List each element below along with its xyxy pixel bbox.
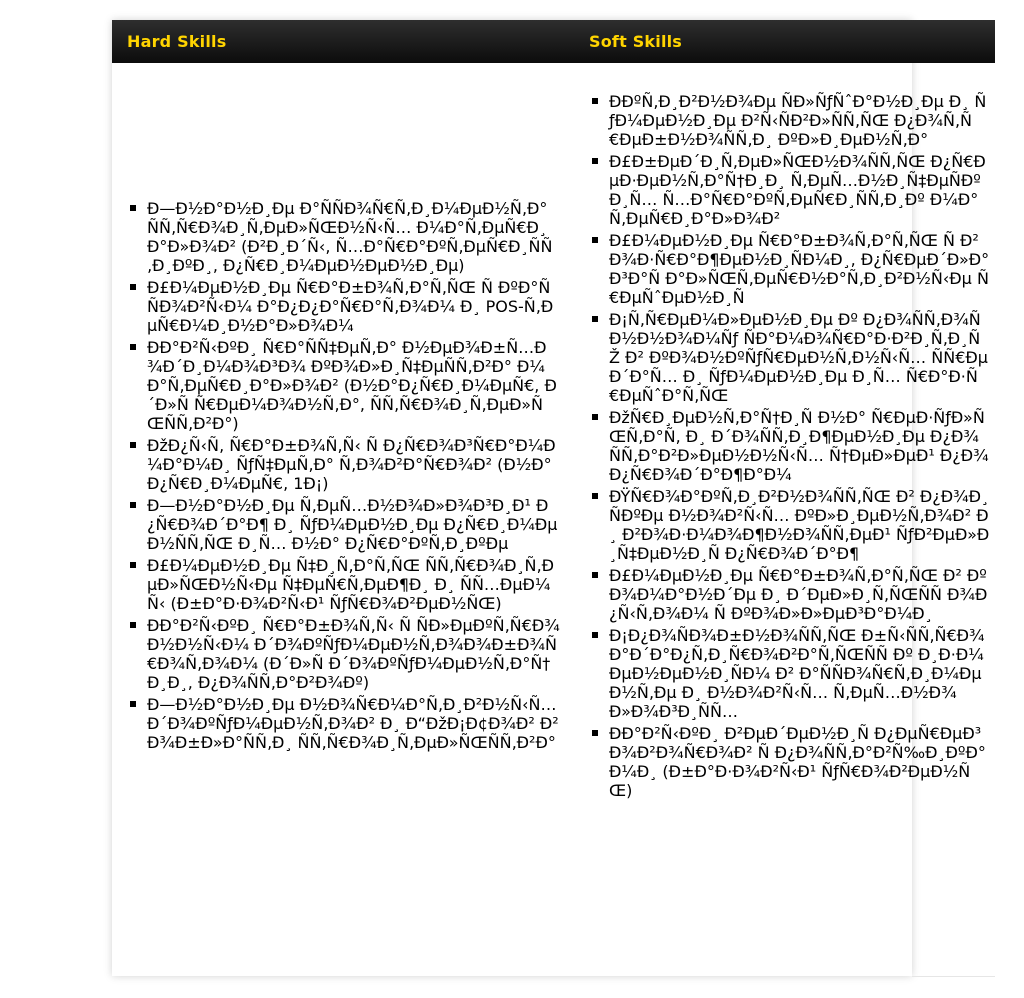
hard-skill-item: ÐÐ°Ð²Ñ‹ÐºÐ¸ Ñ€Ð°ÑÑ‡ÐµÑ‚Ð° Ð½ÐµÐ¾Ð±Ñ…Ð¾Ð´Ð¸Ð¼Ð¾Ð³Ð¾ ÐºÐ¾Ð»Ð¸Ñ‡ÐµÑÑ‚Ð²Ð° Ð¼Ð°Ñ‚ÐµÑ€Ð¸Ð°Ð»Ð¾Ð² (Ð½Ð°Ð¿Ñ€Ð¸Ð¼ÐµÑ€, Ð´Ð»Ñ Ñ€ÐµÐ¼Ð¾Ð½Ñ‚Ð°, ÑÑ‚Ñ€Ð¾Ð¸Ñ‚ÐµÐ»ÑŒÑÑ‚Ð²Ð°) bbox=[130, 338, 560, 433]
soft-skills-list bbox=[592, 92, 990, 803]
hard-skill-item: Ð£Ð¼ÐµÐ½Ð¸Ðµ Ñ‡Ð¸Ñ‚Ð°Ñ‚ÑŒ ÑÑ‚Ñ€Ð¾Ð¸Ñ‚ÐµÐ»ÑŒÐ½Ñ‹Ðµ Ñ‡ÐµÑ€Ñ‚ÐµÐ¶Ð¸ Ð¸ ÑÑ…ÐµÐ¼Ñ‹ (Ð±Ð°Ð·Ð¾Ð²Ñ‹Ð¹ ÑƒÑ€Ð¾Ð²ÐµÐ½ÑŒ) bbox=[130, 556, 560, 613]
soft-skill-item: Ð£Ð±ÐµÐ´Ð¸Ñ‚ÐµÐ»ÑŒÐ½Ð¾ÑÑ‚ÑŒ Ð¿Ñ€ÐµÐ·ÐµÐ½Ñ‚Ð°Ñ†Ð¸Ð¸ Ñ‚ÐµÑ…Ð½Ð¸Ñ‡ÐµÑÐºÐ¸Ñ… Ñ…Ð°Ñ€Ð°ÐºÑ‚ÐµÑ€Ð¸ÑÑ‚Ð¸Ðº Ð¼Ð°Ñ‚ÐµÑ€Ð¸Ð°Ð»Ð¾Ð² bbox=[592, 152, 990, 228]
soft-skill-item: ÐžÑ€Ð¸ÐµÐ½Ñ‚Ð°Ñ†Ð¸Ñ Ð½Ð° Ñ€ÐµÐ·ÑƒÐ»ÑŒÑ‚Ð°Ñ‚ Ð¸ Ð´Ð¾ÑÑ‚Ð¸Ð¶ÐµÐ½Ð¸Ðµ Ð¿Ð¾ÑÑ‚Ð°Ð²Ð»ÐµÐ½Ð½Ñ‹Ñ… Ñ†ÐµÐ»ÐµÐ¹ Ð¿Ð¾ Ð¿Ñ€Ð¾Ð´Ð°Ð¶Ð°Ð¼ bbox=[592, 408, 990, 484]
hard-skill-item: ÐÐ°Ð²Ñ‹ÐºÐ¸ Ñ€Ð°Ð±Ð¾Ñ‚Ñ‹ Ñ ÑÐ»ÐµÐºÑ‚Ñ€Ð¾Ð½Ð½Ñ‹Ð¼ Ð´Ð¾ÐºÑƒÐ¼ÐµÐ½Ñ‚Ð¾Ð¾Ð±Ð¾Ñ€Ð¾Ñ‚Ð¾Ð¼ (Ð´Ð»Ñ Ð´Ð¾ÐºÑƒÐ¼ÐµÐ½Ñ‚Ð°Ñ†Ð¸Ð¸, Ð¿Ð¾ÑÑ‚Ð°Ð²Ð¾Ðº) bbox=[130, 616, 560, 692]
soft-skill-item: Ð£Ð¼ÐµÐ½Ð¸Ðµ Ñ€Ð°Ð±Ð¾Ñ‚Ð°Ñ‚ÑŒ Ñ Ð²Ð¾Ð·Ñ€Ð°Ð¶ÐµÐ½Ð¸ÑÐ¼Ð¸, Ð¿Ñ€ÐµÐ´Ð»Ð°Ð³Ð°Ñ Ð°Ð»ÑŒÑ‚ÐµÑ€Ð½Ð°Ñ‚Ð¸Ð²Ð½Ñ‹Ðµ Ñ€ÐµÑˆÐµÐ½Ð¸Ñ bbox=[592, 231, 990, 307]
hard-skill-item: ÐžÐ¿Ñ‹Ñ‚ Ñ€Ð°Ð±Ð¾Ñ‚Ñ‹ Ñ Ð¿Ñ€Ð¾Ð³Ñ€Ð°Ð¼Ð¼Ð°Ð¼Ð¸ ÑƒÑ‡ÐµÑ‚Ð° Ñ‚Ð¾Ð²Ð°Ñ€Ð¾Ð² (Ð½Ð°Ð¿Ñ€Ð¸Ð¼ÐµÑ€, 1Ð¡) bbox=[130, 436, 560, 493]
hard-skills-list bbox=[130, 199, 560, 755]
hard-skills-heading: Hard Skills bbox=[127, 32, 227, 51]
soft-skills-heading: Soft Skills bbox=[589, 32, 683, 51]
soft-skill-item: ÐÐºÑ‚Ð¸Ð²Ð½Ð¾Ðµ ÑÐ»ÑƒÑˆÐ°Ð½Ð¸Ðµ Ð¸ ÑƒÐ¼ÐµÐ½Ð¸Ðµ Ð²Ñ‹ÑÐ²Ð»ÑÑ‚ÑŒ Ð¿Ð¾Ñ‚Ñ€ÐµÐ±Ð½Ð¾ÑÑ‚Ð¸ ÐºÐ»Ð¸ÐµÐ½Ñ‚Ð° bbox=[592, 92, 990, 149]
soft-skill-item: Ð£Ð¼ÐµÐ½Ð¸Ðµ Ñ€Ð°Ð±Ð¾Ñ‚Ð°Ñ‚ÑŒ Ð² ÐºÐ¾Ð¼Ð°Ð½Ð´Ðµ Ð¸ Ð´ÐµÐ»Ð¸Ñ‚ÑŒÑÑ Ð¾Ð¿Ñ‹Ñ‚Ð¾Ð¼ Ñ ÐºÐ¾Ð»Ð»ÐµÐ³Ð°Ð¼Ð¸ bbox=[592, 566, 990, 623]
soft-skill-item: ÐŸÑ€Ð¾Ð°ÐºÑ‚Ð¸Ð²Ð½Ð¾ÑÑ‚ÑŒ Ð² Ð¿Ð¾Ð¸ÑÐºÐµ Ð½Ð¾Ð²Ñ‹Ñ… ÐºÐ»Ð¸ÐµÐ½Ñ‚Ð¾Ð² Ð¸ Ð²Ð¾Ð·Ð¼Ð¾Ð¶Ð½Ð¾ÑÑ‚ÐµÐ¹ ÑƒÐ²ÐµÐ»Ð¸Ñ‡ÐµÐ½Ð¸Ñ Ð¿Ñ€Ð¾Ð´Ð°Ð¶ bbox=[592, 487, 990, 563]
soft-skill-item: Ð¡Ñ‚Ñ€ÐµÐ¼Ð»ÐµÐ½Ð¸Ðµ Ðº Ð¿Ð¾ÑÑ‚Ð¾ÑÐ½Ð½Ð¾Ð¼Ñƒ ÑÐ°Ð¼Ð¾Ñ€Ð°Ð·Ð²Ð¸Ñ‚Ð¸ÑŽ Ð² ÐºÐ¾Ð½ÐºÑƒÑ€ÐµÐ½Ñ‚Ð½Ñ‹Ñ… ÑÑ€ÐµÐ´Ð°Ñ… Ð¸ ÑƒÐ¼ÐµÐ½Ð¸Ðµ Ð¸Ñ… Ñ€Ð°Ð·Ñ€ÐµÑˆÐ°Ñ‚ÑŒ bbox=[592, 310, 990, 405]
hard-skill-item: Ð—Ð½Ð°Ð½Ð¸Ðµ Ð½Ð¾Ñ€Ð¼Ð°Ñ‚Ð¸Ð²Ð½Ñ‹Ñ… Ð´Ð¾ÐºÑƒÐ¼ÐµÐ½Ñ‚Ð¾Ð² Ð¸ Ð“ÐžÐ¡Ð¢Ð¾Ð² Ð² Ð¾Ð±Ð»Ð°ÑÑ‚Ð¸ ÑÑ‚Ñ€Ð¾Ð¸Ñ‚ÐµÐ»ÑŒÑÑ‚Ð²Ð° bbox=[130, 695, 560, 752]
soft-skill-item: Ð¡Ð¿Ð¾ÑÐ¾Ð±Ð½Ð¾ÑÑ‚ÑŒ Ð±Ñ‹ÑÑ‚Ñ€Ð¾ Ð°Ð´Ð°Ð¿Ñ‚Ð¸Ñ€Ð¾Ð²Ð°Ñ‚ÑŒÑÑ Ðº Ð¸Ð·Ð¼ÐµÐ½ÐµÐ½Ð¸ÑÐ¼ Ð² Ð°ÑÑÐ¾Ñ€Ñ‚Ð¸Ð¼ÐµÐ½Ñ‚Ðµ Ð¸ Ð½Ð¾Ð²Ñ‹Ñ… Ñ‚ÐµÑ…Ð½Ð¾Ð»Ð¾Ð³Ð¸ÑÑ… bbox=[592, 626, 990, 721]
divider bbox=[912, 976, 995, 977]
hard-skill-item: Ð—Ð½Ð°Ð½Ð¸Ðµ Ñ‚ÐµÑ…Ð½Ð¾Ð»Ð¾Ð³Ð¸Ð¹ Ð¿Ñ€Ð¾Ð´Ð°Ð¶ Ð¸ ÑƒÐ¼ÐµÐ½Ð¸Ðµ Ð¿Ñ€Ð¸Ð¼ÐµÐ½ÑÑ‚ÑŒ Ð¸Ñ… Ð½Ð° Ð¿Ñ€Ð°ÐºÑ‚Ð¸ÐºÐµ bbox=[130, 496, 560, 553]
hard-skill-item: Ð£Ð¼ÐµÐ½Ð¸Ðµ Ñ€Ð°Ð±Ð¾Ñ‚Ð°Ñ‚ÑŒ Ñ ÐºÐ°ÑÑÐ¾Ð²Ñ‹Ð¼ Ð°Ð¿Ð¿Ð°Ñ€Ð°Ñ‚Ð¾Ð¼ Ð¸ POS-Ñ‚ÐµÑ€Ð¼Ð¸Ð½Ð°Ð»Ð¾Ð¼ bbox=[130, 278, 560, 335]
soft-skill-item: ÐÐ°Ð²Ñ‹ÐºÐ¸ Ð²ÐµÐ´ÐµÐ½Ð¸Ñ Ð¿ÐµÑ€ÐµÐ³Ð¾Ð²Ð¾Ñ€Ð¾Ð² Ñ Ð¿Ð¾ÑÑ‚Ð°Ð²Ñ‰Ð¸ÐºÐ°Ð¼Ð¸ (Ð±Ð°Ð·Ð¾Ð²Ñ‹Ð¹ ÑƒÑ€Ð¾Ð²ÐµÐ½ÑŒ) bbox=[592, 724, 990, 800]
table-header bbox=[112, 20, 995, 63]
hard-skill-item: Ð—Ð½Ð°Ð½Ð¸Ðµ Ð°ÑÑÐ¾Ñ€Ñ‚Ð¸Ð¼ÐµÐ½Ñ‚Ð° ÑÑ‚Ñ€Ð¾Ð¸Ñ‚ÐµÐ»ÑŒÐ½Ñ‹Ñ… Ð¼Ð°Ñ‚ÐµÑ€Ð¸Ð°Ð»Ð¾Ð² (Ð²Ð¸Ð´Ñ‹, Ñ…Ð°Ñ€Ð°ÐºÑ‚ÐµÑ€Ð¸ÑÑ‚Ð¸ÐºÐ¸, Ð¿Ñ€Ð¸Ð¼ÐµÐ½ÐµÐ½Ð¸Ðµ) bbox=[130, 199, 560, 275]
